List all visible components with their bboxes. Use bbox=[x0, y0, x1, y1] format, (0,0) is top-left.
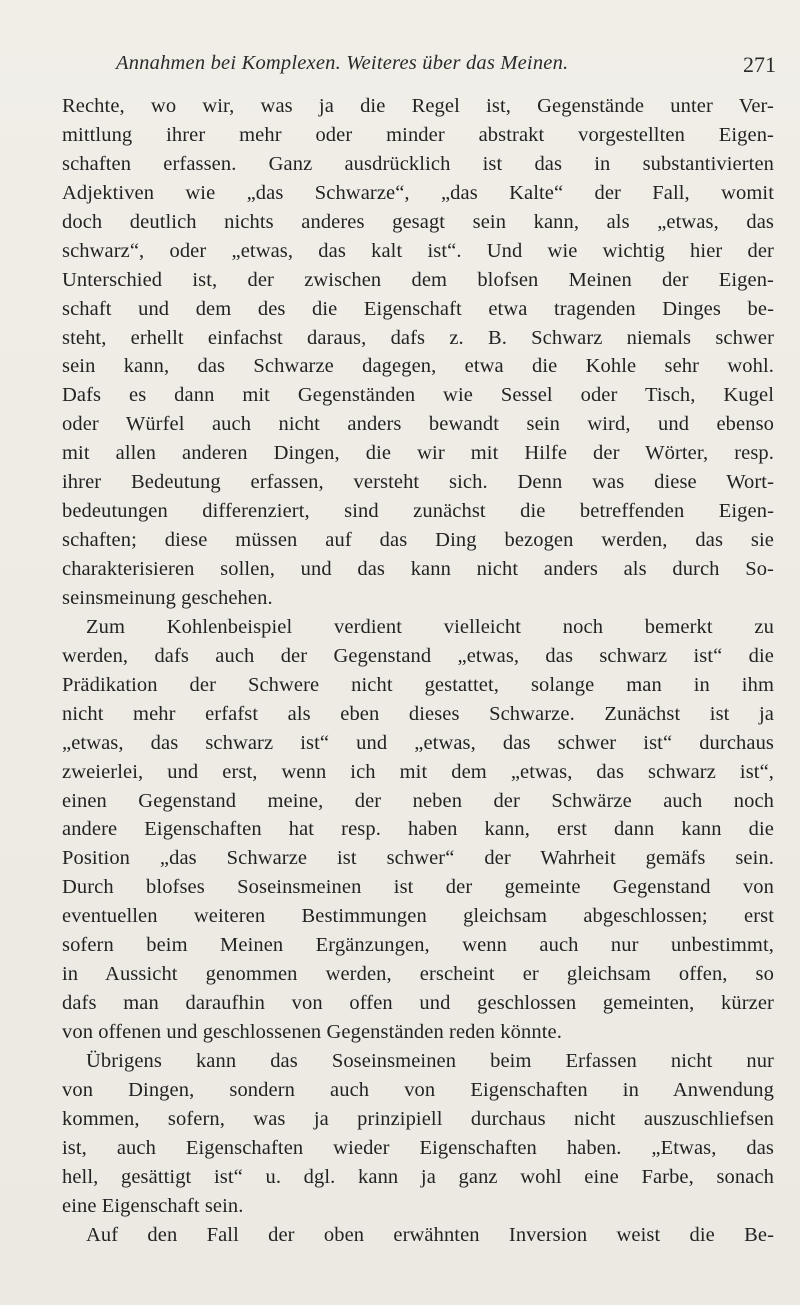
text-line: steht, erhellt einfachst daraus, dafs z. B. Schwarz niemals schwer bbox=[62, 326, 774, 349]
text-line: dafs man daraufhin von offen und geschlossen gemeinten, kürzer bbox=[62, 992, 774, 1015]
text-line: ist, auch Eigenschaften wieder Eigenschaften haben. „Etwas, das bbox=[62, 1136, 774, 1159]
text-line: schaften erfassen. Ganz ausdrücklich ist das in substantivierten bbox=[62, 152, 774, 175]
text-line: sein kann, das Schwarze dagegen, etwa die Kohle sehr wohl. bbox=[62, 355, 774, 378]
text-line: schwarz“, oder „etwas, das kalt ist“. Und wie wichtig hier der bbox=[62, 239, 774, 262]
text-line: oder Würfel auch nicht anders bewandt sein wird, und ebenso bbox=[62, 413, 774, 436]
text-line: Prädikation der Schwere nicht gestattet, solange man in ihm bbox=[62, 673, 774, 696]
text-line: eventuellen weiteren Bestimmungen gleichsam abgeschlossen; erst bbox=[62, 905, 774, 928]
text-line: bedeutungen differenziert, sind zunächst die betreffenden Eigen- bbox=[62, 500, 774, 523]
text-line: sofern beim Meinen Ergänzungen, wenn auch nur unbestimmt, bbox=[62, 934, 774, 957]
text-line: kommen, sofern, was ja prinzipiell durchaus nicht auszuschliefsen bbox=[62, 1107, 774, 1130]
text-line: Auf den Fall der oben erwähnten Inversion weist die Be- bbox=[86, 1223, 774, 1246]
text-line: Zum Kohlenbeispiel verdient vielleicht noch bemerkt zu bbox=[86, 615, 774, 638]
text-line: schaften; diese müssen auf das Ding bezogen werden, das sie bbox=[62, 529, 774, 552]
text-line: mittlung ihrer mehr oder minder abstrakt vorgestellten Eigen- bbox=[62, 123, 774, 146]
text-line: von offenen und geschlossenen Gegenständen reden könnte. bbox=[62, 1021, 562, 1043]
text-line: nicht mehr erfafst als eben dieses Schwarze. Zunächst ist ja bbox=[62, 702, 774, 725]
text-line: Adjektiven wie „das Schwarze“, „das Kalte“ der Fall, womit bbox=[62, 181, 774, 204]
text-line: Rechte, wo wir, was ja die Regel ist, Gegenstände unter Ver- bbox=[62, 95, 774, 117]
running-title: Annahmen bei Komplexen. Weiteres über das Meinen. bbox=[116, 52, 569, 74]
text-line: hell, gesättigt ist“ u. dgl. kann ja ganz wohl eine Farbe, sonach bbox=[62, 1165, 774, 1188]
text-line: Übrigens kann das Soseinsmeinen beim Erfassen nicht nur bbox=[86, 1049, 774, 1072]
page-number: 271 bbox=[743, 52, 776, 77]
text-line: andere Eigenschaften hat resp. haben kann, erst dann kann die bbox=[62, 818, 774, 841]
text-line: schaft und dem des die Eigenschaft etwa tragenden Dinges be- bbox=[62, 297, 774, 320]
text-line: zweierlei, und erst, wenn ich mit dem „etwas, das schwarz ist“, bbox=[62, 760, 774, 783]
running-head bbox=[116, 52, 776, 82]
body-text bbox=[62, 92, 774, 1250]
text-line: mit allen anderen Dingen, die wir mit Hilfe der Wörter, resp. bbox=[62, 442, 774, 465]
text-line: ihrer Bedeutung erfassen, versteht sich. Denn was diese Wort- bbox=[62, 471, 774, 494]
text-line: Durch blofses Soseinsmeinen ist der gemeinte Gegenstand von bbox=[62, 876, 774, 899]
text-line: werden, dafs auch der Gegenstand „etwas, das schwarz ist“ die bbox=[62, 644, 774, 667]
text-line: Unterschied ist, der zwischen dem blofsen Meinen der Eigen- bbox=[62, 268, 774, 291]
text-line: in Aussicht genommen werden, erscheint er gleichsam offen, so bbox=[62, 963, 774, 986]
text-line: einen Gegenstand meine, der neben der Schwärze auch noch bbox=[62, 789, 774, 812]
text-line: doch deutlich nichts anderes gesagt sein kann, als „etwas, das bbox=[62, 210, 774, 233]
text-line: seinsmeinung geschehen. bbox=[62, 586, 273, 609]
text-line: charakterisieren sollen, und das kann nicht anders als durch So- bbox=[62, 558, 774, 580]
text-line: Dafs es dann mit Gegenständen wie Sessel oder Tisch, Kugel bbox=[62, 384, 774, 407]
text-line: Position „das Schwarze ist schwer“ der Wahrheit gemäfs sein. bbox=[62, 847, 774, 870]
text-line: eine Eigenschaft sein. bbox=[62, 1194, 244, 1217]
text-line: von Dingen, sondern auch von Eigenschaften in Anwendung bbox=[62, 1078, 774, 1101]
text-line: „etwas, das schwarz ist“ und „etwas, das schwer ist“ durchaus bbox=[62, 731, 774, 754]
